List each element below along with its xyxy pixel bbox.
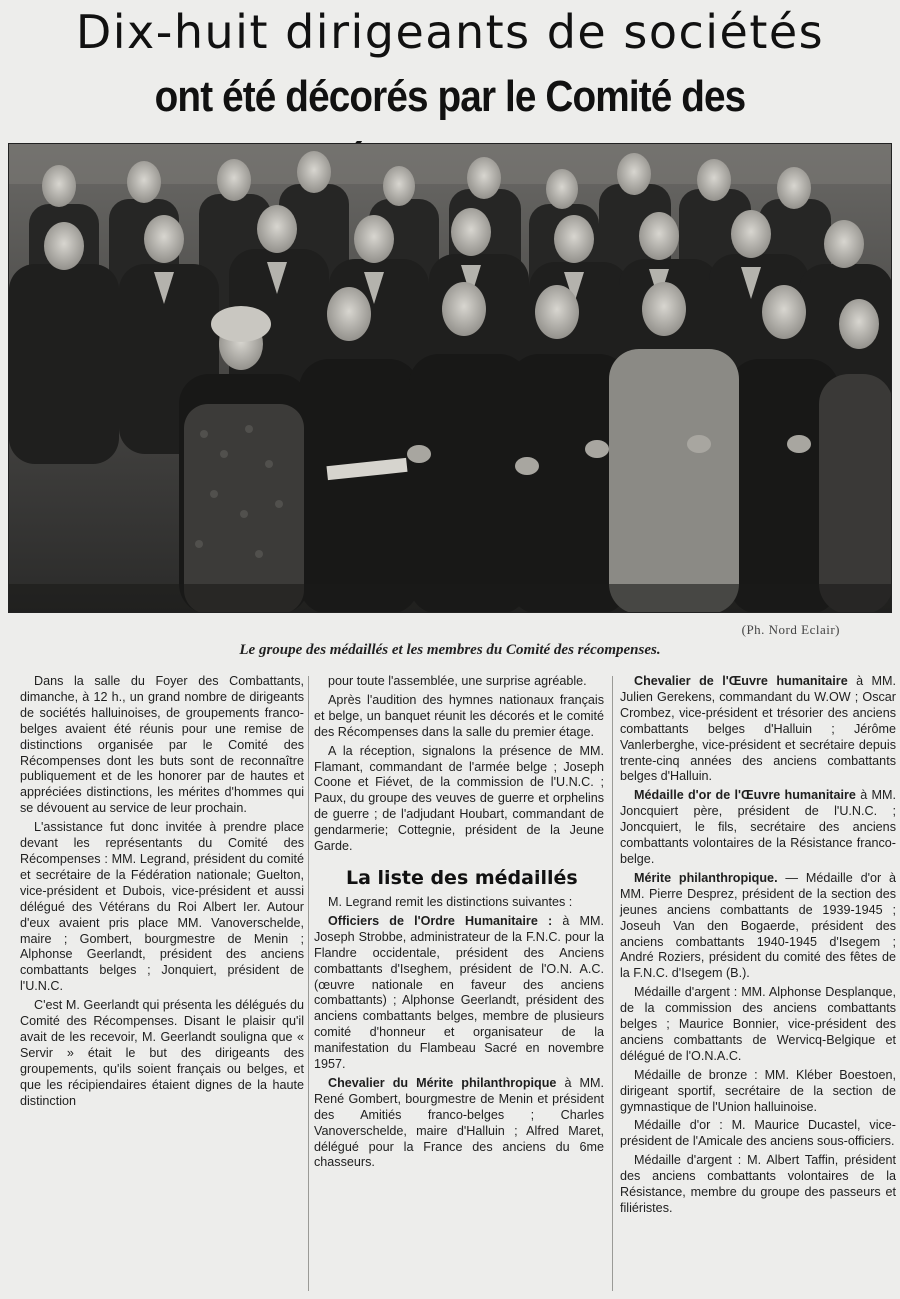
article-column-2 (314, 674, 604, 1174)
paragraph: Médaille d'or : M. Maurice Ducastel, vice-président de l'Amicale des anciens sous-officiers. (620, 1118, 896, 1149)
award-title: Officiers de l'Ordre Humanitaire : (328, 913, 553, 928)
paragraph (620, 674, 896, 785)
article-column-3 (620, 674, 896, 1220)
paragraph: Médaille d'argent : MM. Alphonse Desplanque, de la commission des anciens combattants belges ; Maurice Bonnier, vice-président des anciens combattants de Wervicq-Belgique et délégué de l'O.N.A.C. (620, 985, 896, 1063)
award-title: Chevalier du Mérite philanthropique (328, 1075, 557, 1090)
paragraph: A la réception, signalons la présence de MM. Flamant, commandant de l'armée belge ; Joseph Coone et Fiévet, de la commission de l'U.N.C. ; Paux, du groupe des veuves de guerre et orphelins de guerre ; de l'adjudant Houbart, commandant de gendarmerie; Cottegnie, président de la Jeune Garde. (314, 743, 604, 854)
paragraph: M. Legrand remit les distinctions suivantes : (328, 894, 573, 909)
paragraph: pour toute l'assemblée, une surprise agréable. (328, 674, 587, 688)
award-text: à MM. Joseph Strobbe, administrateur de la F.N.C. pour la Flandre occidentale, président des Anciens combattants d'Iseghem, président de l'O.N. A.C. (œuvre nationale en faveur des anciens combattants) ; Alphonse Geerlandt, président des anciens combattants belges, membre de plusieurs comité d'honneur et organisateur de la manifestation du Flambeau Sacré en novembre 1957. (314, 913, 605, 1072)
award-title: Mérite philanthropique. (634, 870, 778, 885)
group-photo (8, 143, 892, 613)
award-title: Médaille d'or de l'Œuvre humanitaire (634, 788, 856, 803)
paragraph: Dans la salle du Foyer des Combattants, dimanche, à 12 h., un grand nombre de dirigeants de sociétés halluinoises, de groupements franco-belges avaient été réunis pour une remise de distinctions organisée par le Comité des Récompenses dont les buts sont de reconnaître publiquement et de les honorer par de hautes et appréciées distinctions, les mérites d'hommes qui se dévouent au service de leur prochain. (20, 674, 304, 816)
column-divider (612, 676, 613, 1291)
group-photo-image (9, 144, 892, 613)
paragraph (314, 914, 604, 1073)
paragraph (620, 871, 896, 982)
paragraph: Médaille d'argent : M. Albert Taffin, président des anciens combattants volontaires de la Résistance, membre du groupe des passeurs et filiéristes. (620, 1153, 896, 1215)
award-text: à MM. René Gombert, bourgmestre de Menin et président des Amitiés franco-belges ; Charles Vanoverschelde, maire d'Halluin ; Alfred Maret, délégué pour la France des anciens du 6me chasseurs. (314, 1075, 604, 1170)
award-text: à MM. Julien Gerekens, commandant du W.OW ; Oscar Crombez, vice-président et trésorier des anciens combattants belges d'Halluin ; Jérôme Vanlerberghe, vice-président et secrétaire depuis trente-cinq années des anciens combattants belges d'Halluin. (620, 674, 897, 784)
section-heading: La liste des médaillés (346, 866, 578, 889)
headline-line-2: ont été décorés par le Comité des (154, 72, 746, 121)
paragraph: Médaille de bronze : MM. Kléber Boestoen, dirigeant sportif, secrétaire de la section de gymnastique de l'Union halluinoise. (620, 1067, 896, 1114)
paragraph (620, 788, 896, 868)
award-text: à MM. Joncquiert père, président de l'U.N.C. ; Joncquiert, le fils, secrétaire des anciens combattants volontaires de la Résistance franco-belge. (620, 788, 896, 866)
paragraph (314, 1076, 604, 1171)
article-column-1 (20, 674, 304, 1174)
headline-line-1: Dix-huit dirigeants de sociétés (75, 5, 825, 59)
photo-caption: Le groupe des médaillés et les membres du Comité des récompenses. (239, 642, 661, 658)
award-text: — Médaille d'or à MM. Pierre Desprez, président de la section des jeunes anciens combattants de 1939-1945 ; Joseuh Van den Bogaerde, président des anciens combattants 1940-1945 d'Isegem ; André Roziers, président du comité des fêtes de la F.N.C. d'Isegem (B.). (620, 870, 897, 981)
column-divider (308, 676, 309, 1291)
photo-credit: (Ph. Nord Eclair) (741, 622, 840, 637)
paragraph: Après l'audition des hymnes nationaux français et belge, un banquet réunit les décorés et le comité des Récompenses dans la salle du premier étage. (314, 692, 604, 739)
paragraph: C'est M. Geerlandt qui présenta les délégués du Comité des Récompenses. Disant le plaisir qu'il avait de les recevoir, M. Geerlandt souligna que « Servir » était le but des dirigeants des groupements, qu'ils soient français ou belges, et que les récipiendaires étaient dignes de la haute distinction (20, 998, 304, 1108)
award-title: Chevalier de l'Œuvre humanitaire (634, 674, 848, 688)
paragraph: L'assistance fut donc invitée à prendre place devant les représentants du Comité des Récompenses : MM. Legrand, président du comité et secrétaire de la Fédération nationale; Guelton, vice-président et Dubois, vice-président et aussi délégué des Vétérans du Roi Albert Ier. Autour d'eux avaient pris place MM. Vanoverschelde, maire ; Gombert, bourgmestre de Menin ; Alphonse Geerlandt, président des anciens combattants belges ; Jonquiert, président de l'U.N.C. (20, 820, 304, 994)
